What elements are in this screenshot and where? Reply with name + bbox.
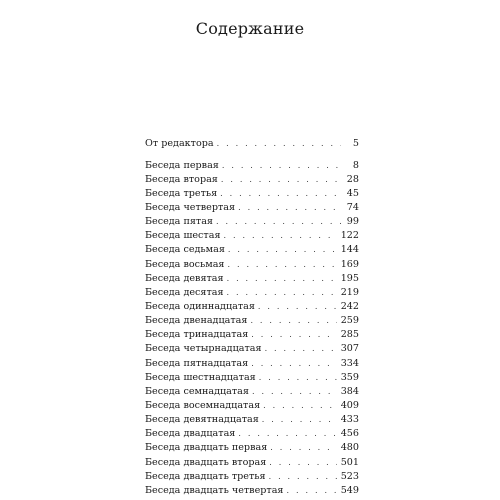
- toc-entry-page: 28: [346, 173, 359, 185]
- toc-entry: [145, 470, 359, 484]
- toc-entry-label: Беседа седьмая: [145, 244, 225, 256]
- toc-entry-page: 74: [346, 202, 359, 214]
- toc-entry-label: Беседа девятая: [145, 272, 224, 284]
- toc-entry-label: От редактора: [145, 138, 214, 149]
- dot-leader: [227, 258, 336, 272]
- toc-entry: [145, 173, 359, 187]
- toc-entry-label: Беседа шестнадцатая: [145, 371, 256, 383]
- dot-leader: [252, 385, 337, 399]
- dot-leader: [259, 371, 337, 385]
- toc-entry-page: 259: [340, 315, 359, 327]
- toc-entry: [145, 286, 359, 300]
- toc-entry: [145, 243, 359, 257]
- toc-entry-label: Беседа пятая: [145, 216, 213, 228]
- dot-leader: [224, 229, 337, 243]
- toc-entry-label: Беседа двадцать вторая: [145, 456, 267, 468]
- toc-entry: [145, 399, 359, 413]
- toc-entry-label: Беседа двадцать первая: [145, 442, 268, 454]
- toc-entry-page: 384: [340, 385, 359, 397]
- toc-entry: [145, 159, 359, 173]
- toc-entry-label: Беседа тринадцатая: [145, 329, 249, 341]
- dot-leader: [217, 137, 341, 151]
- toc-entry: [145, 137, 359, 151]
- table-of-contents: [145, 137, 359, 498]
- toc-entry-label: Беседа пятнадцатая: [145, 357, 249, 369]
- dot-leader: [262, 413, 337, 427]
- toc-entry-label: Беседа шестая: [145, 230, 221, 242]
- toc-entry-page: 285: [340, 329, 359, 341]
- toc-entry-label: Беседа четырнадцатая: [145, 343, 262, 355]
- toc-entry: [145, 272, 359, 286]
- dot-leader: [227, 272, 337, 286]
- dot-leader: [228, 243, 337, 257]
- dot-leader: [238, 201, 341, 215]
- toc-entry-page: 99: [346, 216, 359, 228]
- dot-leader: [238, 427, 336, 441]
- dot-leader: [251, 357, 336, 371]
- toc-entry-label: Беседа одиннадцатая: [145, 301, 255, 313]
- dot-leader: [287, 484, 337, 498]
- toc-entry-label: Беседа восьмая: [145, 258, 225, 270]
- toc-entry-page: 8: [352, 159, 359, 171]
- toc-entry-page: 501: [340, 456, 359, 468]
- toc-entry-label: Беседа двенадцатая: [145, 315, 248, 327]
- toc-entry-label: Беседа четвертая: [145, 202, 236, 214]
- toc-entry: [145, 328, 359, 342]
- toc-entry: [145, 215, 359, 229]
- dot-leader: [221, 173, 341, 187]
- dot-leader: [263, 399, 337, 413]
- dot-leader: [269, 456, 336, 470]
- toc-entry-label: Беседа двадцать третья: [145, 470, 266, 482]
- dot-leader: [227, 286, 337, 300]
- toc-entry-label: Беседа восемнадцатая: [145, 400, 261, 412]
- dot-leader: [220, 187, 341, 201]
- toc-entry-label: Беседа девятнадцатая: [145, 414, 259, 426]
- toc-entry-page: 307: [340, 343, 359, 355]
- toc-entry-page: 144: [340, 244, 359, 256]
- toc-entry: [145, 258, 359, 272]
- toc-entry-page: 523: [340, 470, 359, 482]
- toc-entry-label: Беседа третья: [145, 187, 218, 199]
- toc-entry-label: Беседа двадцать четвертая: [145, 484, 284, 496]
- toc-entry: [145, 385, 359, 399]
- toc-entry: [145, 371, 359, 385]
- toc-entry-label: Беседа двадцатая: [145, 428, 236, 440]
- toc-entry: [145, 300, 359, 314]
- dot-leader: [222, 159, 341, 173]
- toc-entry-page: 334: [340, 357, 359, 369]
- dot-leader: [269, 470, 337, 484]
- toc-entry-page: 359: [340, 371, 359, 383]
- toc-entry-page: 456: [340, 428, 359, 440]
- dot-leader: [216, 215, 341, 229]
- toc-entry: [145, 456, 359, 470]
- toc-entry: [145, 314, 359, 328]
- toc-entry-page: 169: [340, 258, 359, 270]
- toc-entry-page: 122: [340, 230, 359, 242]
- page-title: Содержание: [195, 19, 305, 38]
- toc-entry: [145, 201, 359, 215]
- toc-entry: [145, 357, 359, 371]
- toc-entry-label: Беседа десятая: [145, 286, 224, 298]
- toc-entry-label: Беседа вторая: [145, 173, 218, 185]
- toc-entry-page: 5: [352, 138, 359, 149]
- toc-entry: [145, 427, 359, 441]
- toc-entry: [145, 229, 359, 243]
- dot-leader: [250, 314, 336, 328]
- toc-entry: [145, 342, 359, 356]
- dot-leader: [270, 441, 336, 455]
- dot-leader: [251, 328, 336, 342]
- dot-leader: [258, 300, 337, 314]
- toc-entry: [145, 441, 359, 455]
- toc-entry: [145, 484, 359, 498]
- toc-entry-label: Беседа первая: [145, 159, 219, 171]
- dot-leader: [265, 342, 337, 356]
- toc-entry-page: 219: [340, 286, 359, 298]
- toc-entry: [145, 187, 359, 201]
- toc-entry: [145, 413, 359, 427]
- toc-entry-page: 195: [340, 272, 359, 284]
- toc-entry-page: 549: [340, 484, 359, 496]
- toc-entry-label: Беседа семнадцатая: [145, 385, 249, 397]
- toc-entry-page: 480: [340, 442, 359, 454]
- toc-entry-page: 409: [340, 400, 359, 412]
- toc-entry-page: 45: [346, 187, 359, 199]
- toc-entry-page: 433: [340, 414, 359, 426]
- toc-entry-page: 242: [340, 301, 359, 313]
